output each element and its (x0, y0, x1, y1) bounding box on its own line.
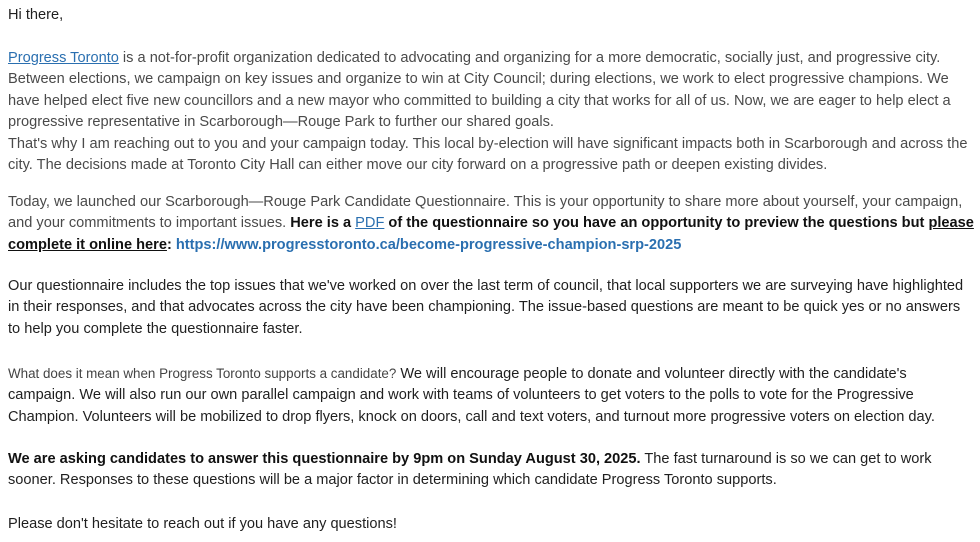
questionnaire-url-link[interactable]: https://www.progresstoronto.ca/become-progressive-champion-srp-2025 (175, 236, 682, 253)
intro-body: Between elections, we campaign on key issues and organize to win at City Council; during elections, we work to elect progressive champions. We have helped elect five new councillors and a new mayor who committed to building a city that works for all of us. Now, we are eager to help elect a progressive representative in Scarborough—Rouge Park to further our shared goals. (8, 71, 951, 131)
support-paragraph (8, 363, 974, 428)
launch-bold-prefix: Here is a (290, 215, 356, 232)
pdf-link[interactable]: PDF (355, 215, 385, 232)
greeting: Hi there, (8, 7, 64, 23)
intro-paragraph (8, 48, 974, 176)
launch-colon: : (166, 236, 176, 253)
deadline-bold: We are asking candidates to answer this questionnaire by 9pm on Sunday August 30, 2025. (8, 451, 641, 467)
launch-paragraph (8, 192, 974, 256)
closing-line: Please don't hesitate to reach out if you have any questions! (8, 516, 397, 532)
progress-toronto-link[interactable]: Progress Toronto (8, 50, 119, 66)
support-answer: We will encourage people to donate and volunteer directly with the candidate's campaign. We will also run our own parallel campaign and work with teams of volunteers to get voters to the polls to vote for the Progressive Champion. Volunteers will be mobilized to drop flyers, knock on doors, call and text voters, and turnout more progressive voters on election day. (8, 366, 935, 425)
launch-text: Today, we launched our Scarborough—Rouge Park Candidate Questionnaire. This is your opportunity to share more about yourself, your campaign, and your commitments to important issues. (8, 194, 963, 232)
intro-reach-out: That's why I am reaching out to you and your campaign today. This local by-election will have significant impacts both in Scarborough and across the city. The decisions made at Toronto City Hall can either move our city forward on a progressive path or deepen existing divides. (8, 135, 968, 174)
intro-line1: is a not-for-profit organization dedicated to advocating and organizing for a more democratic, socially just, and progressive city. (118, 50, 941, 66)
launch-bold-middle: of the questionnaire so you have an opportunity to preview the questions but (384, 215, 929, 232)
complete-online-text: please complete it online here (8, 215, 974, 253)
deadline-paragraph (8, 449, 974, 492)
issues-paragraph: Our questionnaire includes the top issues that we've worked on over the last term of council, that local supporters we are surveying have highlighted in their responses, and that advocates across the city have been championing. The issue-based questions are meant to be quick yes or no answers to help you complete the questionnaire faster. (8, 278, 964, 337)
deadline-rest: The fast turnaround is so we can get to work sooner. Responses to these questions will be a major factor in determining which candidate Progress Toronto supports. (8, 451, 932, 489)
support-question: What does it mean when Progress Toronto supports a candidate? (8, 366, 397, 381)
